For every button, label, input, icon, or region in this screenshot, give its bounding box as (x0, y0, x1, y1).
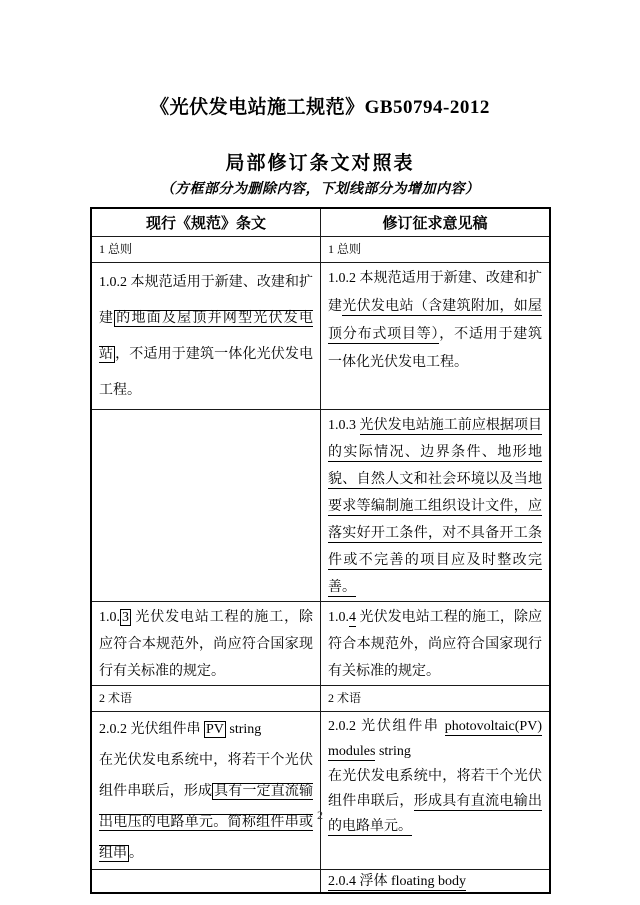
cell-left-clause-1-0-3-new (91, 409, 321, 601)
paragraph (328, 265, 542, 377)
plain-text: 光伏发电站工程的施工，除应符合本规范外，尚应符合国家现行有关标准的规定。 (99, 609, 313, 679)
plain-text: ，不适用于建筑一体化光伏发电工程。 (328, 326, 543, 370)
deleted-text: 具有一定直流输出电压的电路单元。简称组件串或组串 (99, 783, 314, 861)
added-text: 光伏发电站施工前应根据项目的实际情况、边界条件、地形地貌、自然人文和社会环境以及当地要求等编制施工组织设计文件，应落实好开工条件，对不具备开工条件或不完善的项目应及时整改完善。 (328, 417, 543, 595)
paragraph (99, 745, 313, 869)
table-body (91, 236, 550, 893)
comparison-table (90, 207, 551, 894)
paragraph (99, 604, 313, 685)
paragraph (99, 242, 313, 256)
plain-text: 2.0.2 光伏组件串 (99, 721, 204, 737)
cell-left-clause-2-0-4-new (91, 869, 321, 893)
deleted-text: PV (206, 721, 224, 737)
plain-text: 1.0.2 本规范适用于新建、改建和扩建 (99, 274, 313, 326)
column-header-current-code: 现行《规范》条文 (91, 208, 321, 236)
table-row-clause-2-0-2 (91, 711, 550, 869)
cell-right-clause-2-0-2 (321, 711, 551, 869)
plain-text: string (375, 743, 411, 759)
document-title: 《光伏发电站施工规范》GB50794-2012 (150, 97, 490, 118)
page-number: 2 (317, 808, 323, 822)
cell-left-clause-2-0-2 (91, 711, 321, 869)
cell-right-clause-1-0-3-new (321, 409, 551, 601)
header-row (91, 208, 550, 236)
plain-text: 2.0.2 光伏组件串 (328, 718, 445, 734)
added-text: 4 (349, 609, 356, 625)
cell-right-clause-1-0-2 (321, 262, 551, 409)
plain-text: 1 总则 (99, 242, 133, 256)
plain-text: 1 总则 (328, 242, 362, 256)
plain-text: ，不适用于建筑一体化光伏发电工程。 (99, 346, 314, 398)
plain-text: 2 术语 (99, 691, 133, 705)
paragraph (328, 691, 542, 705)
plain-text: 2 术语 (328, 691, 362, 705)
document-subtitle: 局部修订条文对照表 (225, 153, 415, 174)
cell-right-section-1 (321, 236, 551, 262)
table-row-clause-1-0-2 (91, 262, 550, 409)
paragraph (328, 604, 542, 685)
paragraph (99, 691, 313, 705)
cell-left-clause-1-0-3-renumbered (91, 601, 321, 685)
plain-text: 1.0.3 (328, 417, 360, 433)
plain-text: string (225, 721, 262, 737)
added-text: 光伏发电站（含建筑附加，如屋顶分布式项目等） (328, 298, 543, 342)
plain-text: 在光伏发电系统中，将若干个光伏组件串联后， (328, 768, 542, 809)
table-header (91, 208, 550, 236)
paragraph (99, 714, 313, 745)
paragraph (328, 412, 542, 601)
cell-left-clause-1-0-2 (91, 262, 321, 409)
table-row-clause-1-0-3-new (91, 409, 550, 601)
cell-right-section-2 (321, 685, 551, 711)
cell-left-section-2 (91, 685, 321, 711)
paragraph (99, 265, 313, 409)
table-row-section-2 (91, 685, 550, 711)
paragraph (328, 872, 542, 892)
added-text: photovoltaic(PV) modules (328, 718, 542, 759)
plain-text: 1.0. (328, 609, 349, 625)
plain-text: 在光伏发电系统中，将若干个光伏组件串联后，形成 (99, 752, 313, 799)
deleted-text: 3 (122, 609, 129, 625)
added-text: 2.0.4 浮体 floating body (328, 873, 467, 889)
cell-right-clause-2-0-4-new (321, 869, 551, 893)
plain-text: 1.0.2 本规范适用于新建、改建和扩建 (328, 270, 542, 314)
paragraph (328, 764, 542, 839)
paragraph (328, 242, 542, 256)
table-row-clause-2-0-4-new (91, 869, 550, 893)
table-row-clause-1-0-3-renumbered (91, 601, 550, 685)
cell-right-clause-1-0-3-renumbered (321, 601, 551, 685)
cell-left-section-1 (91, 236, 321, 262)
deleted-text: 的地面及屋顶并网型光伏发电站 (99, 310, 314, 362)
plain-text: 。 (129, 845, 143, 861)
plain-text: 光伏发电站工程的施工，除应符合本规范外，尚应符合国家现行有关标准的规定。 (328, 609, 542, 679)
paragraph (328, 714, 542, 764)
column-header-revision-draft: 修订征求意见稿 (321, 208, 551, 236)
legend-note: （方框部分为删除内容，下划线部分为增加内容） (160, 182, 480, 197)
added-text: 形成具有直流电输出的电路单元。 (328, 793, 543, 834)
table-row-section-1 (91, 236, 550, 262)
plain-text: 1.0. (99, 609, 120, 625)
